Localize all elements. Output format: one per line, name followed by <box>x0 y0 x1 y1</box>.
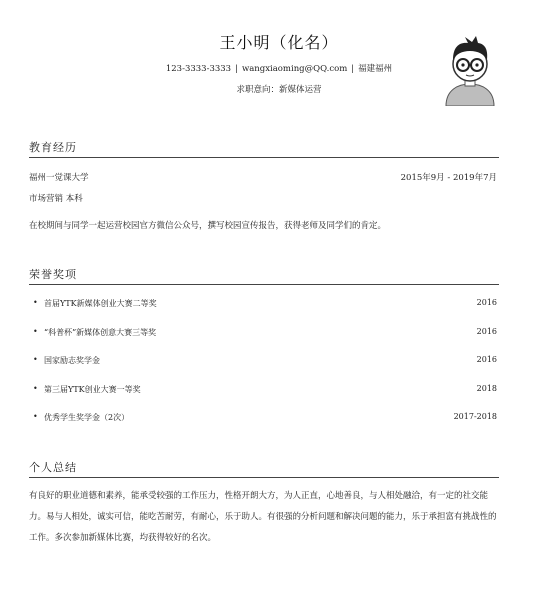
bullet-icon: • <box>33 355 38 364</box>
education-section-title: 教育经历 <box>29 141 77 154</box>
separator: | <box>351 64 355 74</box>
section-divider <box>29 157 499 158</box>
award-year: 2016 <box>476 355 497 364</box>
bullet-icon: • <box>33 298 38 307</box>
awards-section-title: 荣誉奖项 <box>29 268 77 281</box>
award-year: 2016 <box>476 298 497 307</box>
award-name: “科普杯”新媒体创意大赛三等奖 <box>44 328 157 337</box>
award-name: 国家励志奖学金 <box>44 356 100 365</box>
bullet-icon: • <box>33 327 38 336</box>
school-name: 福州一觉课大学 <box>29 173 89 183</box>
award-name: 首届YTK新媒体创业大赛二等奖 <box>44 299 157 308</box>
summary-text: 有良好的职业道德和素养，能承受较强的工作压力，性格开朗大方，为人正直，心地善良，与人相处融洽，有一定的社交能力。易与人相处，诚实可信，能吃苦耐劳，有耐心，乐于助人。有很强的分析问题和解决问题的能力，乐于承担富有挑战性的工作。多次参加新媒体比赛，均获得较好的名次。 <box>29 491 497 543</box>
education-school-row <box>29 171 497 183</box>
section-divider <box>29 477 499 478</box>
award-year: 2018 <box>476 384 497 393</box>
location: 福建福州 <box>358 64 393 74</box>
candidate-name: 王小明（化名） <box>219 33 339 52</box>
award-name: 第三届YTK创业大赛一等奖 <box>44 385 141 394</box>
bullet-icon: • <box>33 384 38 393</box>
study-period: 2015年9月 - 2019年7月 <box>400 173 497 183</box>
phone-number: 123-3333-3333 <box>165 64 232 74</box>
education-description: 在校期间与同学一起运营校园官方微信公众号，撰写校园宣传报告，获得老师及同学们的肯定。 <box>29 221 387 231</box>
job-intent: 求职意向：新媒体运营 <box>236 85 322 95</box>
email-address: wangxiaoming@QQ.com <box>241 64 348 74</box>
award-name: 优秀学生奖学金（2次） <box>44 413 130 422</box>
award-year: 2016 <box>476 327 497 336</box>
summary-section-title: 个人总结 <box>29 461 77 474</box>
section-divider <box>29 284 499 285</box>
award-year: 2017-2018 <box>453 412 497 421</box>
separator: | <box>235 64 238 74</box>
bullet-icon: • <box>33 412 38 421</box>
cartoon-avatar-with-glasses-icon <box>438 34 502 106</box>
major-degree: 市场营销 本科 <box>29 194 83 204</box>
